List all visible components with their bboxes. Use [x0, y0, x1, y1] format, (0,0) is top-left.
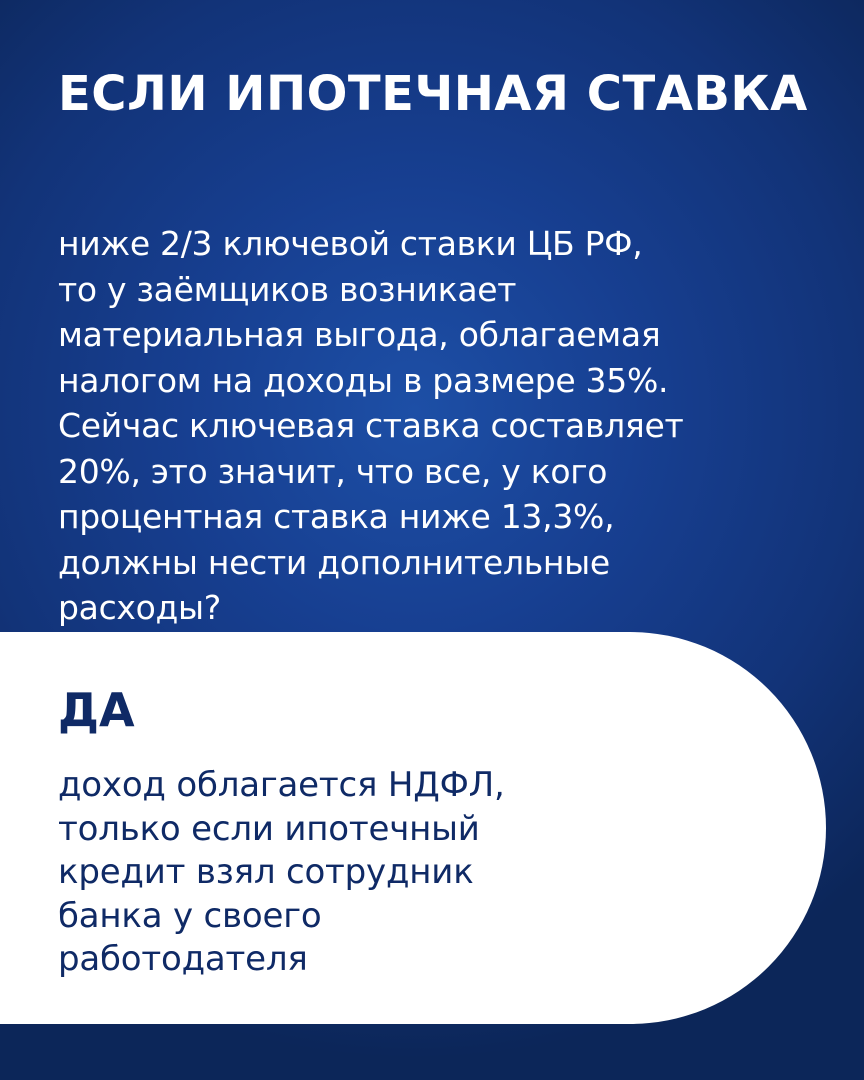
answer-text: доход облагается НДФЛ, только если ипотечный кредит взял сотрудник банка у своего работодателя — [58, 765, 505, 979]
answer-label: ДА — [58, 683, 135, 737]
card-title: ЕСЛИ ИПОТЕЧНАЯ СТАВКА — [58, 66, 808, 122]
question-text: ниже 2/3 ключевой ставки ЦБ РФ, то у заёмщиков возникает материальная выгода, облагаемая налогом на доходы в размере 35%. Сейчас ключевая ставка составляет 20%, это значит, что все, у кого процентная ставка ниже 13,3%, должны нести дополнительные расходы? — [58, 224, 684, 627]
